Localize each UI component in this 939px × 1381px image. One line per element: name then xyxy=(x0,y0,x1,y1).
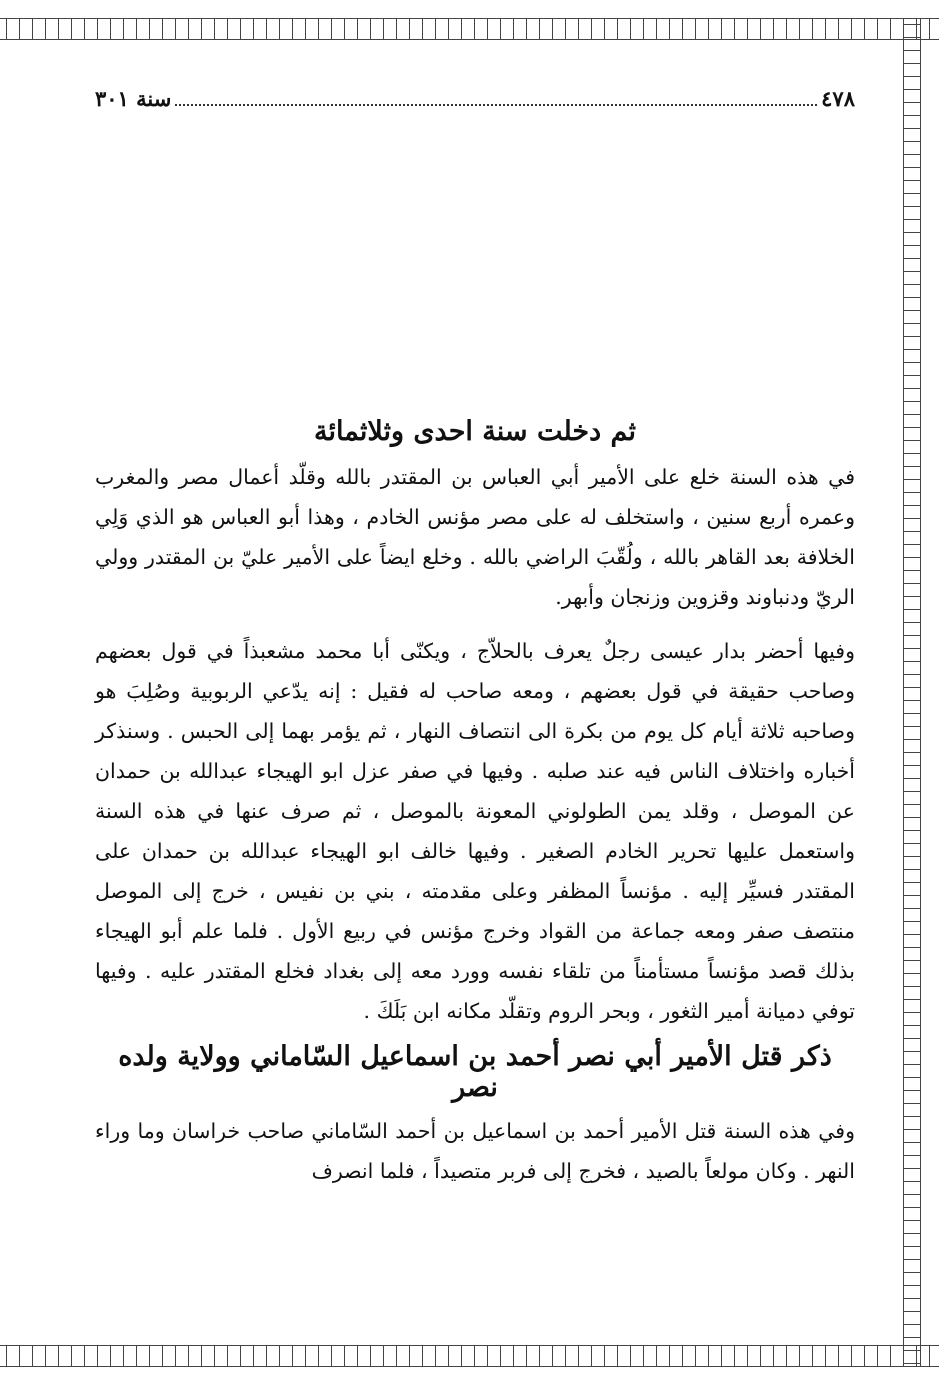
header-dotted-leader xyxy=(175,90,817,106)
top-ornamental-border xyxy=(0,18,939,40)
book-page xyxy=(95,70,855,1330)
bottom-ornamental-border xyxy=(0,1345,939,1367)
section-heading-killing: ذكر قتل الأمير أبي نصر أحمد بن اسماعيل السّاماني وولاية ولده نصر xyxy=(118,1041,832,1103)
paragraph-3: وفي هذه السنة قتل الأمير أحمد بن اسماعيل بن أحمد السّاماني صاحب خراسان وما وراء النهر . وكان مولعاً بالصيد ، فخرج إلى فربر متصيداً ، فلما انصرف xyxy=(95,1119,855,1183)
paragraph-2: وفيها أحضر بدار عيسى رجلٌ يعرف بالحلاّج ، ويكنّى أبا محمد مشعبذاً في قول بعضهم وصاحب حقيقة في قول بعضهم ، ومعه صاحب له فقيل : إنه يدّعي الربوبية وصُلِبَ هو وصاحبه ثلاثة أيام كل يوم من بكرة الى انتصاف النهار ، ثم يؤمر بهما إلى الحبس . وسنذكر أخباره واختلاف الناس فيه عند صلبه . وفيها في صفر عزل ابو الهيجاء عبدالله بن حمدان عن الموصل ، وقلد يمن الطولوني المعونة بالموصل ، ثم صرف عنها في هذه السنة واستعمل عليها تحرير الخادم الصغير . وفيها خالف ابو الهيجاء عبدالله بن حمدان على المقتدر فسيِّر إليه . مؤنساً المظفر وعلى مقدمته ، بني بن نفيس ، خرج إلى الموصل منتصف صفر ومعه جماعة من القواد وخرج مؤنس في ربيع الأول . فلما علم أبو الهيجاء بذلك قصد مؤنساً مستأمناً من تلقاء نفسه وورد معه إلى بغداد فخلع المقتدر عليه . وفيها توفي دميانة أمير الثغور ، وبحر الروم وتقلّد مكانه ابن بَلَكَ . xyxy=(95,639,855,1023)
page-number: ٤٧٨ xyxy=(821,86,855,111)
running-title: سنة ٣٠١ xyxy=(95,86,172,111)
section-heading-year: ثم دخلت سنة احدى وثلاثمائة xyxy=(314,416,636,447)
running-header xyxy=(95,86,855,111)
paragraph-1: في هذه السنة خلع على الأمير أبي العباس بن المقتدر بالله وقلّد أعمال مصر والمغرب وعمره أربع سنين ، واستخلف له على مصر مؤنس الخادم ، وهذا أبو العباس هو الذي وَلِي الخلافة بعد القاهر بالله ، ولُقّبَ الراضي بالله . وخلع ايضاً على الأمير عليّ بن المقتدر وولي الريّ ودنباوند وقزوين وزنجان وأبهر. xyxy=(95,465,855,609)
right-ornamental-border xyxy=(903,18,921,1367)
